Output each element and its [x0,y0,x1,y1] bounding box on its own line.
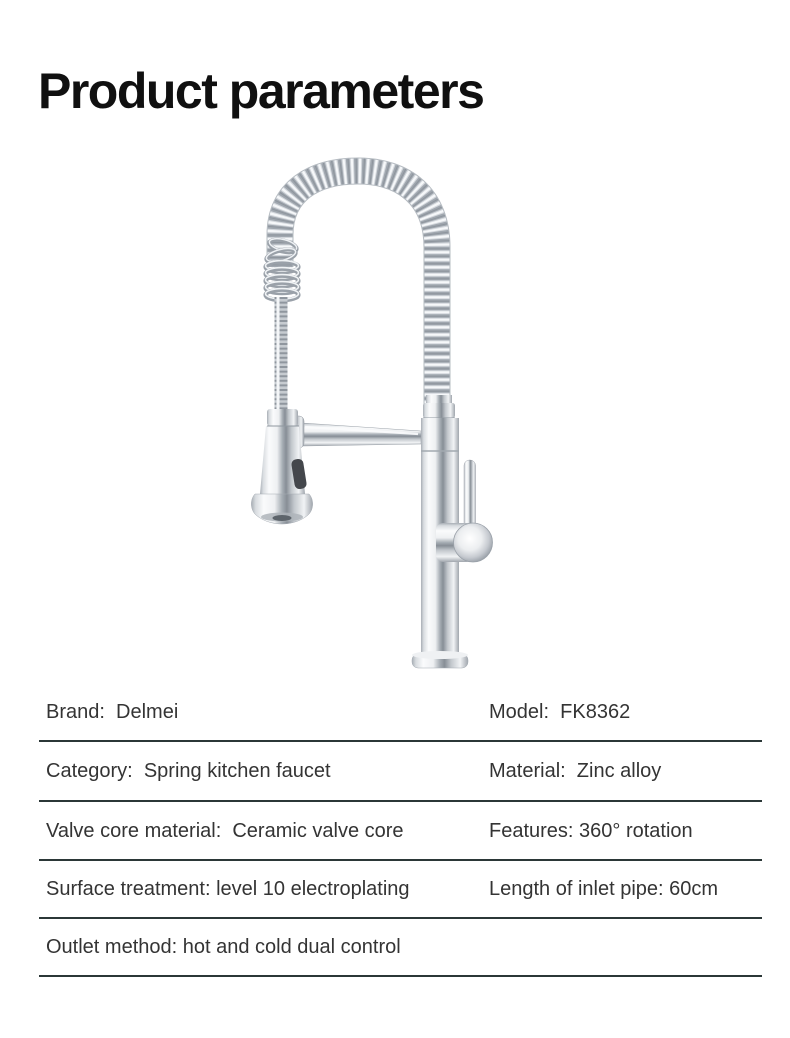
spec-row-valvecore-features [39,802,762,861]
handle-lever [464,460,476,528]
spec-inlet-pipe-length: Length of inlet pipe: 60cm [489,878,719,900]
spec-features: Features: 360° rotation [489,819,693,842]
spec-row-brand-model [39,683,762,742]
spec-brand: Brand: Delmei [46,700,179,723]
spec-outlet-method: Outlet method: hot and cold dual control [46,936,401,958]
product-image [230,155,530,675]
handle-knob [454,523,493,562]
spec-row-outlet-method [39,919,762,977]
spec-row-category-material [39,742,762,802]
spec-model: Model: FK8362 [489,700,631,723]
spec-row-surface-inletpipe [39,861,762,919]
spec-valve-core: Valve core material: Ceramic valve core [46,819,404,842]
aerator [273,515,292,521]
support-arm [284,416,421,448]
page-title: Product parameters [38,63,484,119]
kitchen-faucet-icon [230,155,530,675]
spec-table [39,683,762,977]
spec-category: Category: Spring kitchen faucet [46,760,331,782]
spring-coil [280,171,437,407]
spec-surface-treatment: Surface treatment: level 10 electroplating [46,878,410,900]
spec-material: Material: Zinc alloy [489,760,662,782]
sprayer-hose [278,297,281,415]
